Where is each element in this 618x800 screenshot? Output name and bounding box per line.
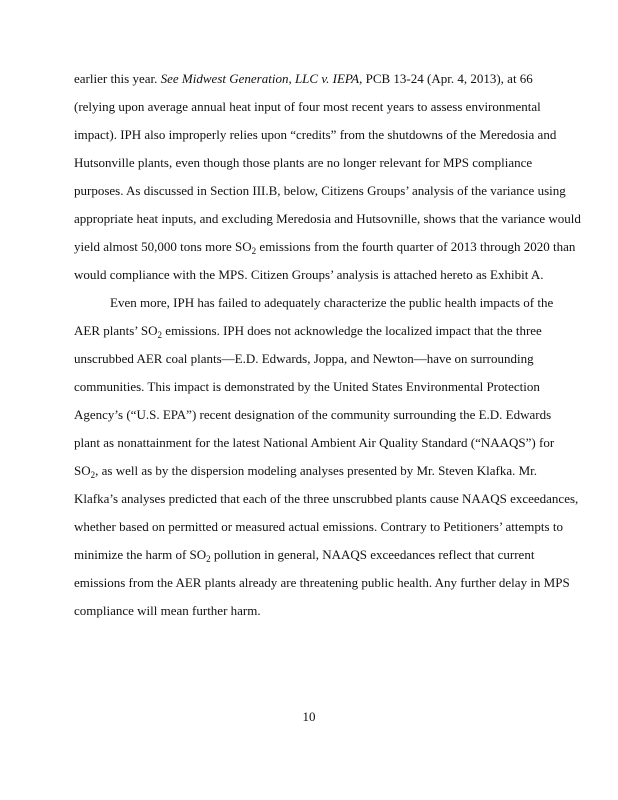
- line-text: minimize the harm of SO: [74, 547, 207, 562]
- body-line-6: appropriate heat inputs, and excluding Meredosia and Hutsovnille, shows that the variance would: [74, 211, 581, 226]
- line-text: AER plants’ SO: [74, 323, 158, 338]
- line-text: , PCB 13-24 (Apr. 4, 2013), at 66: [359, 71, 533, 86]
- body-line-16: Klafka’s analyses predicted that each of the three unscrubbed plants cause NAAQS exceedances,: [74, 491, 579, 506]
- body-line-9: Even more, IPH has failed to adequately characterize the public health impacts of the: [110, 295, 554, 310]
- body-line-20: compliance will mean further harm.: [74, 603, 261, 618]
- line-text: earlier this year.: [74, 71, 161, 86]
- body-line-2: (relying upon average annual heat input of four most recent years to assess environmental: [74, 99, 541, 114]
- line-text: emissions. IPH does not acknowledge the localized impact that the three: [162, 323, 542, 338]
- subscript: 2: [206, 554, 211, 564]
- page-number: 10: [302, 709, 316, 724]
- line-text: yield almost 50,000 tons more SO: [74, 239, 252, 254]
- line-text: SO: [74, 463, 91, 478]
- body-line-15: [74, 463, 604, 479]
- line-text: , as well as by the dispersion modeling analyses presented by Mr. Steven Klafka. Mr.: [95, 463, 538, 478]
- body-line-14: plant as nonattainment for the latest National Ambient Air Quality Standard (“NAAQS”) for: [74, 435, 555, 450]
- body-line-17: whether based on permitted or measured actual emissions. Contrary to Petitioners’ attempts to: [74, 519, 563, 534]
- body-line-13: Agency’s (“U.S. EPA”) recent designation of the community surrounding the E.D. Edwards: [74, 407, 552, 422]
- body-line-12: communities. This impact is demonstrated by the United States Environmental Protection: [74, 379, 540, 394]
- body-line-5: purposes. As discussed in Section III.B, below, Citizens Groups’ analysis of the variance using: [74, 183, 566, 198]
- body-line-11: unscrubbed AER coal plants—E.D. Edwards, Joppa, and Newton—have on surrounding: [74, 351, 534, 366]
- case-citation: See Midwest Generation, LLC v. IEPA: [160, 71, 360, 86]
- line-text: emissions from the fourth quarter of 2013 through 2020 than: [256, 239, 576, 254]
- body-line-7: [74, 239, 604, 255]
- body-line-8: would compliance with the MPS. Citizen Groups’ analysis is attached hereto as Exhibit A.: [74, 267, 544, 282]
- body-line-3: impact). IPH also improperly relies upon “credits” from the shutdowns of the Meredosia and: [74, 127, 557, 142]
- body-line-19: emissions from the AER plants already are threatening public health. Any further delay in MPS: [74, 575, 570, 590]
- body-line-10: [74, 323, 604, 339]
- body-line-18: [74, 547, 604, 563]
- body-line-4: Hutsonville plants, even though those plants are no longer relevant for MPS compliance: [74, 155, 533, 170]
- subscript: 2: [157, 330, 163, 340]
- subscript: 2: [90, 470, 96, 480]
- subscript: 2: [251, 246, 257, 256]
- line-text: pollution in general, NAAQS exceedances reflect that current: [210, 547, 535, 562]
- body-line-1: [74, 71, 604, 87]
